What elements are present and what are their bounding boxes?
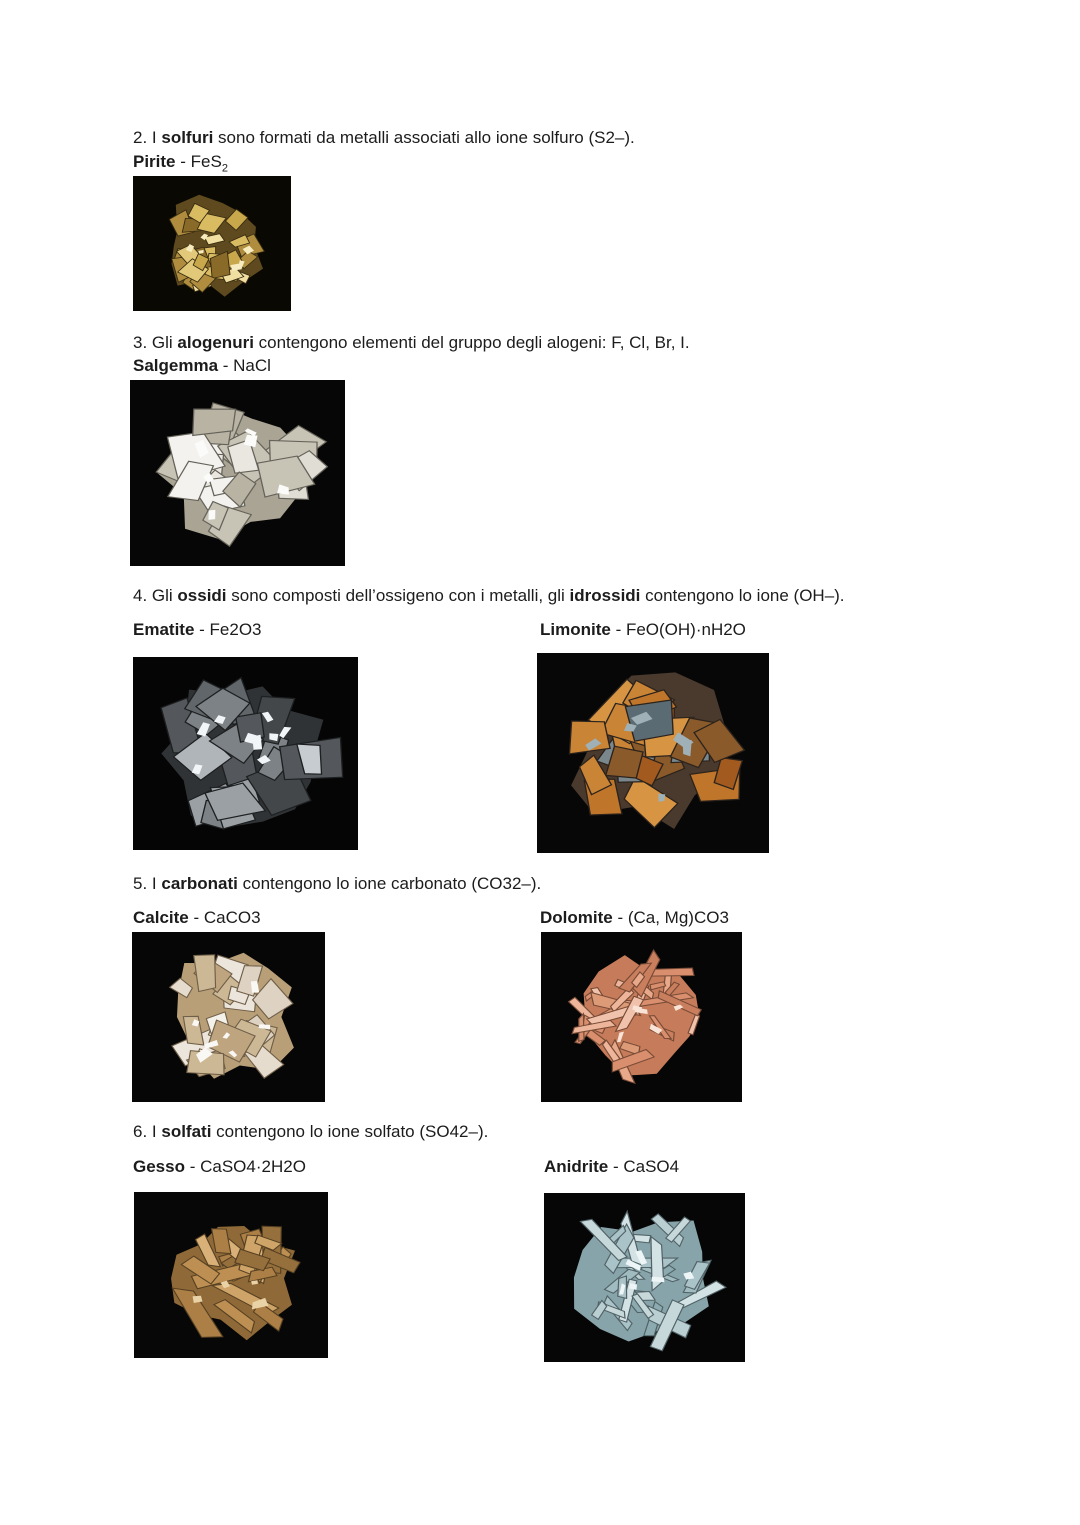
mineral-formula: FeS [190, 152, 222, 171]
mineral-label-ematite: Ematite - Fe2O3 [133, 620, 262, 639]
salgemma-photo [130, 380, 345, 566]
pirite-photo [133, 176, 291, 311]
mineral-formula: CaCO3 [203, 908, 261, 927]
mineral-name: Ematite [133, 620, 195, 639]
gesso-photo [134, 1192, 328, 1358]
mineral-formula: (Ca, Mg)CO3 [627, 908, 729, 927]
mineral-name: Anidrite [544, 1157, 609, 1176]
mineral-label-calcite: Calcite - CaCO3 [133, 908, 261, 927]
mineral-name: Salgemma [133, 356, 219, 375]
mineral-label-anidrite: Anidrite - CaSO4 [544, 1157, 680, 1176]
mineral-label-pirite: Pirite - FeS$_2$ [133, 152, 228, 175]
mineral-name: Limonite [540, 620, 611, 639]
calcite-photo [132, 932, 325, 1102]
calcite-image [132, 932, 325, 1102]
section-heading-carbonati: 5. I carbonati contengono lo ione carbonato (CO32–). [133, 874, 542, 893]
anidrite-image [544, 1193, 745, 1362]
mineral-formula: FeO(OH)·nH2O [625, 620, 746, 639]
mineral-name: Dolomite [540, 908, 613, 927]
mineral-formula: Fe2O3 [209, 620, 262, 639]
section-heading-alogenuri: 3. Gli alogenuri contengono elementi del gruppo degli alogeni: F, Cl, Br, I. [133, 333, 690, 352]
mineral-label-limonite: Limonite - FeO(OH)·nH2O [540, 620, 746, 639]
ematite-image [133, 657, 358, 850]
mineral-name: Calcite [133, 908, 189, 927]
mineral-formula: NaCl [233, 356, 271, 375]
gesso-image [134, 1192, 328, 1358]
limonite-photo [537, 653, 769, 853]
mineral-label-gesso: Gesso - CaSO4·2H2O [133, 1157, 306, 1176]
section-heading-solfati: 6. I solfati contengono lo ione solfato (SO42–). [133, 1122, 489, 1141]
mineral-name: Gesso [133, 1157, 185, 1176]
mineral-name: Pirite [133, 152, 176, 171]
salgemma-image [130, 380, 345, 566]
pirite-image [133, 176, 291, 311]
mineral-label-dolomite: Dolomite - (Ca, Mg)CO3 [540, 908, 729, 927]
section-heading-ossidi: 4. Gli ossidi sono composti dell’ossigeno con i metalli, gli idrossidi contengono lo ione (OH–). [133, 586, 845, 605]
mineral-formula: CaSO4·2H2O [200, 1157, 306, 1176]
section-heading-solfuri: 2. I solfuri sono formati da metalli associati allo ione solfuro (S2–). [133, 128, 635, 147]
mineral-formula: CaSO4 [623, 1157, 680, 1176]
mineral-label-salgemma: Salgemma - NaCl [133, 356, 271, 375]
ematite-photo [133, 657, 358, 850]
anidrite-photo [544, 1193, 745, 1362]
limonite-image [537, 653, 769, 853]
dolomite-photo [541, 932, 742, 1102]
dolomite-image [541, 932, 742, 1102]
